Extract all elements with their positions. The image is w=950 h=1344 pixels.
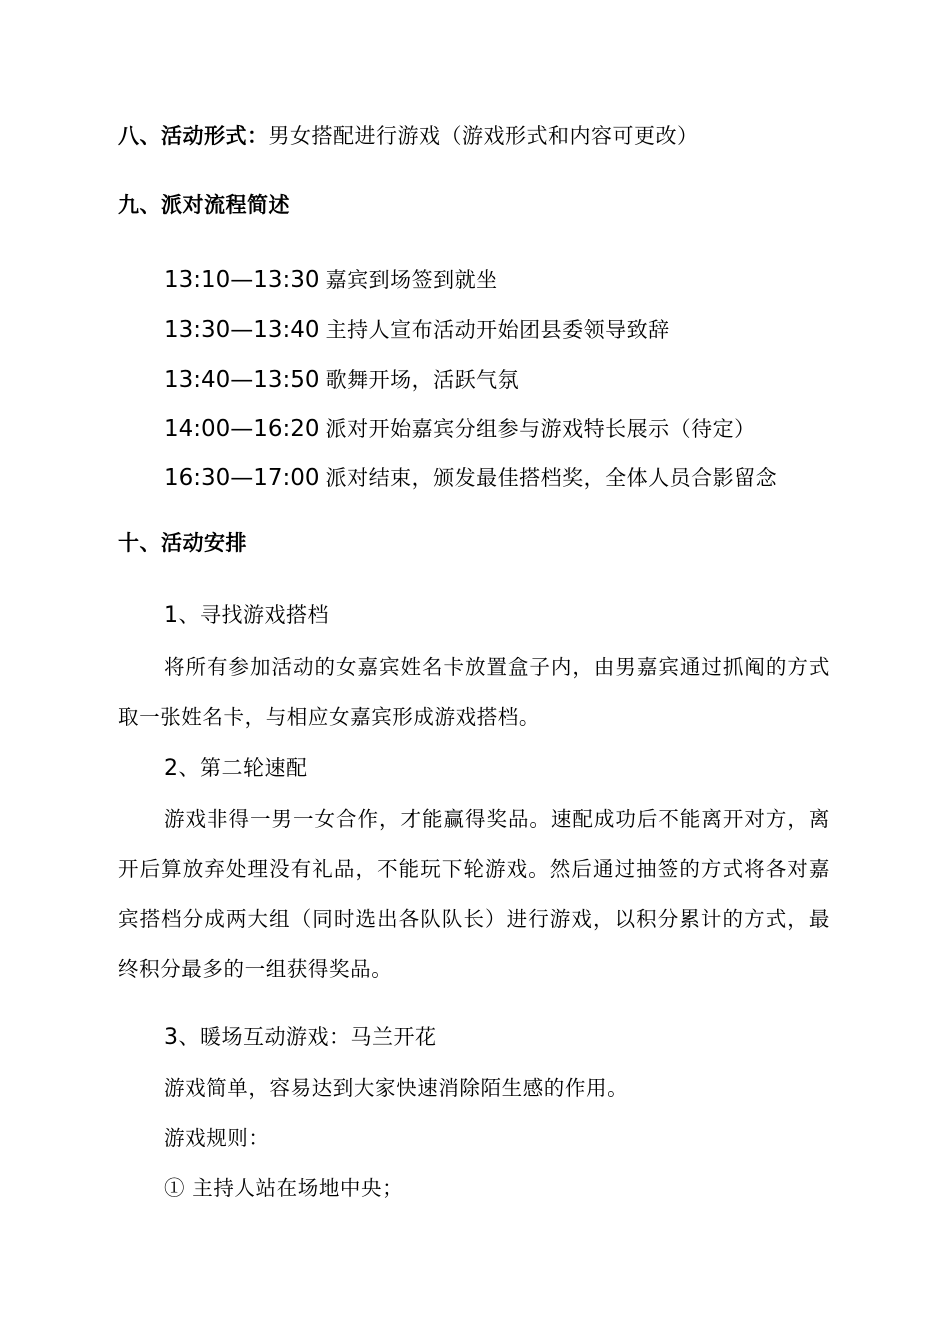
item-title: 、暖场互动游戏：马兰开花	[178, 1025, 437, 1049]
item-title: 、第二轮速配	[178, 756, 308, 780]
item-3-heading	[164, 1022, 437, 1053]
item-2-heading	[164, 753, 308, 784]
schedule-desc: 派对结束，颁发最佳搭档奖，全体人员合影留念	[325, 466, 778, 490]
schedule-row	[164, 265, 498, 295]
item-number: 3	[164, 1025, 179, 1050]
schedule-time: 14:00—16:20	[164, 416, 320, 442]
schedule-time: 16:30—17:00	[164, 465, 320, 491]
section-10-heading: 十、活动安排	[118, 531, 247, 555]
schedule-desc: 嘉宾到场签到就坐	[325, 268, 498, 292]
schedule-time: 13:10—13:30	[164, 267, 320, 293]
schedule-row	[164, 463, 777, 493]
paragraph-line: 游戏非得一男一女合作，才能赢得奖品。速配成功后不能离开对方，离	[164, 807, 830, 831]
schedule-row	[164, 315, 670, 345]
paragraph-line: 取一张姓名卡，与相应女嘉宾形成游戏搭档。	[118, 705, 540, 729]
section-9-heading: 九、派对流程简述	[118, 193, 290, 217]
schedule-desc: 派对开始嘉宾分组参与游戏特长展示（待定）	[325, 417, 756, 441]
paragraph-line: 将所有参加活动的女嘉宾姓名卡放置盒子内，由男嘉宾通过抓阄的方式	[164, 655, 830, 679]
rule-item: ① 主持人站在场地中央；	[164, 1176, 404, 1200]
schedule-row	[164, 414, 756, 444]
schedule-desc: 主持人宣布活动开始团县委领导致辞	[325, 318, 670, 342]
item-1-heading	[164, 600, 329, 631]
item-title: 、寻找游戏搭档	[178, 603, 329, 627]
schedule-time: 13:40—13:50	[164, 367, 320, 393]
item-number: 1	[164, 603, 179, 628]
paragraph-line: 游戏规则：	[164, 1126, 270, 1150]
paragraph-line: 宾搭档分成两大组（同时选出各队队长）进行游戏，以积分累计的方式，最	[118, 907, 830, 931]
item-number: 2	[164, 756, 179, 781]
section-8-heading	[118, 121, 699, 151]
schedule-row	[164, 365, 519, 395]
schedule-time: 13:30—13:40	[164, 317, 320, 343]
paragraph-line: 终积分最多的一组获得奖品。	[118, 957, 393, 981]
section-8-title: 八、活动形式：	[118, 124, 269, 148]
paragraph-line: 开后算放弃处理没有礼品，不能玩下轮游戏。然后通过抽签的方式将各对嘉	[118, 857, 830, 881]
schedule-desc: 歌舞开场，活跃气氛	[325, 368, 520, 392]
paragraph-line: 游戏简单，容易达到大家快速消除陌生感的作用。	[164, 1076, 629, 1100]
section-8-text: 男女搭配进行游戏（游戏形式和内容可更改）	[268, 124, 699, 148]
